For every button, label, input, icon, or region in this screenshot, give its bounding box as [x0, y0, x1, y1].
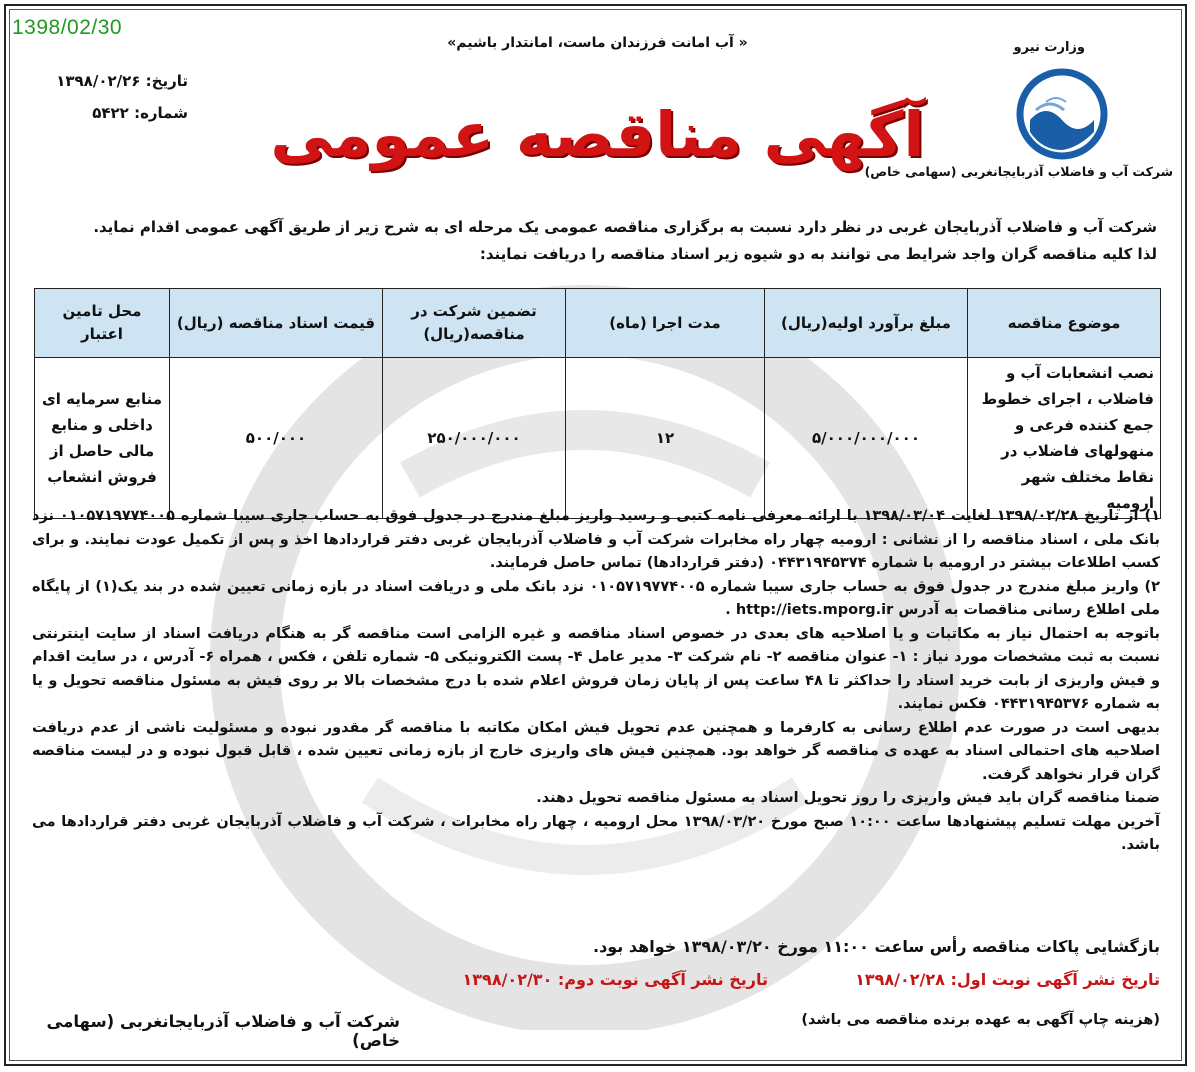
col-estimate-header: مبلغ برآورد اولیه(ریال): [765, 289, 968, 358]
print-cost-footnote: (هزینه چاپ آگهی به عهده برنده مناقصه می باشد): [801, 1012, 1160, 1028]
cell-funding: منابع سرمایه ای داخلی و منابع مالی حاصل از فروش انشعاب: [35, 358, 170, 519]
col-guarantee-header: تضمین شرکت در مناقصه(ریال): [383, 289, 566, 358]
ministry-label: وزارت نیرو: [1013, 40, 1085, 55]
opening-notice: بازگشایی پاکات مناقصه رأس ساعت ۱۱:۰۰ مورخ ۱۳۹۸/۰۳/۲۰ خواهد بود.: [592, 937, 1160, 956]
col-duration-header: مدت اجرا (ماه): [566, 289, 765, 358]
table-header-row: [35, 289, 1161, 358]
table-row: [35, 358, 1161, 519]
col-funding-header: محل تامین اعتبار: [35, 289, 170, 358]
cell-guarantee: ۲۵۰/۰۰۰/۰۰۰: [383, 358, 566, 519]
intro-line: لذا کلیه مناقصه گران واجد شرایط می توانند به دو شیوه زیر اسناد مناقصه را دریافت نمایند:: [479, 245, 1157, 263]
body-text: [32, 505, 1160, 858]
paragraph-receipt: ضمنا مناقصه گران باید فیش واریزی را روز تحویل اسناد به مسئول مناقصه تحویل دهند.: [536, 790, 1160, 806]
col-subject-header: موضوع مناقصه: [968, 289, 1161, 358]
page-title: آگهی مناقصه عمومی: [270, 98, 925, 171]
letter-number: شماره: ۵۴۲۲: [92, 104, 188, 122]
cell-subject: نصب انشعابات آب و فاضلاب ، اجرای خطوط جمع کننده فرعی و منهولهای فاضلاب در نقاط مختلف شهر ارومیه: [968, 358, 1161, 519]
letter-date: تاریخ: ۱۳۹۸/۰۲/۲۶: [56, 72, 188, 90]
paragraph-method-1: ۱) از تاریخ ۱۳۹۸/۰۲/۲۸ لغایت ۱۳۹۸/۰۳/۰۴ با ارائه معرفی نامه کتبی و رسید واریز مبلغ مندرج در جدول فوق به حساب جاری سیبا شماره ۰۱۰۵۷۱۹۷۷۴۰۰۵ نزد بانک ملی ، اسناد مناقصه را از نشانی : ارومیه چهار راه مخابرات شرکت آب و فاضلاب آذربایجان غربی دفتر قراردادها اخذ و پس از تکمیل عودت نمایند. و برای کسب اطلاعات بیشتر در ارومیه با شماره ۰۴۴۳۱۹۴۵۳۷۴ (دفتر قراردادها) تماس حاصل فرمایند.: [32, 508, 1160, 571]
paragraph-registration: باتوجه به احتمال نیاز به مکاتبات و یا اصلاحیه های بعدی در خصوص اسناد مناقصه و غیره الزامی است مناقصه گر به هنگام دریافت اسناد از سایت اینترنتی نسبت به ثبت مشخصات مورد نیاز : ۱- عنوان مناقصه ۲- نام شرکت ۳- مدیر عامل ۴- پست الکترونیکی ۵- شماره تلفن ، فکس ، همراه ۶- آدرس ، در سایت اقدام و فیش واریزی از بابت خرید اسناد را حداکثر تا ۴۸ ساعت پس از پایان زمان فروش اعلام شده با درج مشخصات بالا بر روی فیش به مسئول مناقصه تحویل و یا به شماره ۰۴۴۳۱۹۴۵۳۷۶ فکس نمایند.: [32, 625, 1160, 712]
first-publication-date: تاریخ نشر آگهی نوبت اول: ۱۳۹۸/۰۲/۲۸: [855, 970, 1160, 989]
company-name-under-logo: شرکت آب و فاضلاب آذربایجانغربی (سهامی خاص): [864, 164, 1173, 179]
intro-line: شرکت آب و فاضلاب آذربایجان غربی در نظر دارد نسبت به برگزاری مناقصه عمومی یک مرحله ای به شرح زیر از طریق آگهی عمومی اقدام نماید.: [93, 218, 1157, 236]
cell-duration: ۱۲: [566, 358, 765, 519]
motto: « آب امانت فرزندان ماست، امانتدار باشیم»: [447, 35, 748, 51]
intro-text: [37, 214, 1157, 268]
paragraph-deadline: آخرین مهلت تسلیم پیشنهادها ساعت ۱۰:۰۰ صبح مورخ ۱۳۹۸/۰۳/۲۰ محل ارومیه ، چهار راه مخابرات ، شرکت آب و فاضلاب آذربایجان غربی دفتر قراردادها می باشد.: [32, 813, 1160, 853]
company-signature: شرکت آب و فاضلاب آذربایجانغربی (سهامی خاص): [46, 1012, 400, 1050]
cell-doc-price: ۵۰۰/۰۰۰: [170, 358, 383, 519]
paragraph-responsibility: بدیهی است در صورت عدم اطلاع رسانی به کارفرما و همچنین عدم تحویل فیش امکان مکاتبه با مناقصه گر مقدور نبوده و مسئولیت ناشی از عدم دریافت اصلاحیه های احتمالی اسناد به عهده ی مناقصه گر خواهد بود. همچنین فیش های واریزی خارج از بازه زمانی تعیین شده ، قابل قبول نبوده و در لیست مناقصه گران قرار نخواهد گرفت.: [32, 719, 1160, 783]
tender-table: [34, 288, 1161, 519]
paragraph-method-2: ۲) واریز مبلغ مندرج در جدول فوق به حساب جاری سیبا شماره ۰۱۰۵۷۱۹۷۷۴۰۰۵ نزد بانک ملی و دریافت اسناد در بازه زمانی تعیین شده در بند یک(۱) از پایگاه ملی اطلاع رسانی مناقصات به آدرس http://iets.mporg.ir .: [32, 578, 1160, 618]
stamp-date: 1398/02/30: [12, 16, 123, 39]
second-publication-date: تاریخ نشر آگهی نوبت دوم: ۱۳۹۸/۰۲/۳۰: [462, 970, 768, 989]
col-doc-price-header: قیمت اسناد مناقصه (ریال): [170, 289, 383, 358]
cell-estimate: ۵/۰۰۰/۰۰۰/۰۰۰: [765, 358, 968, 519]
